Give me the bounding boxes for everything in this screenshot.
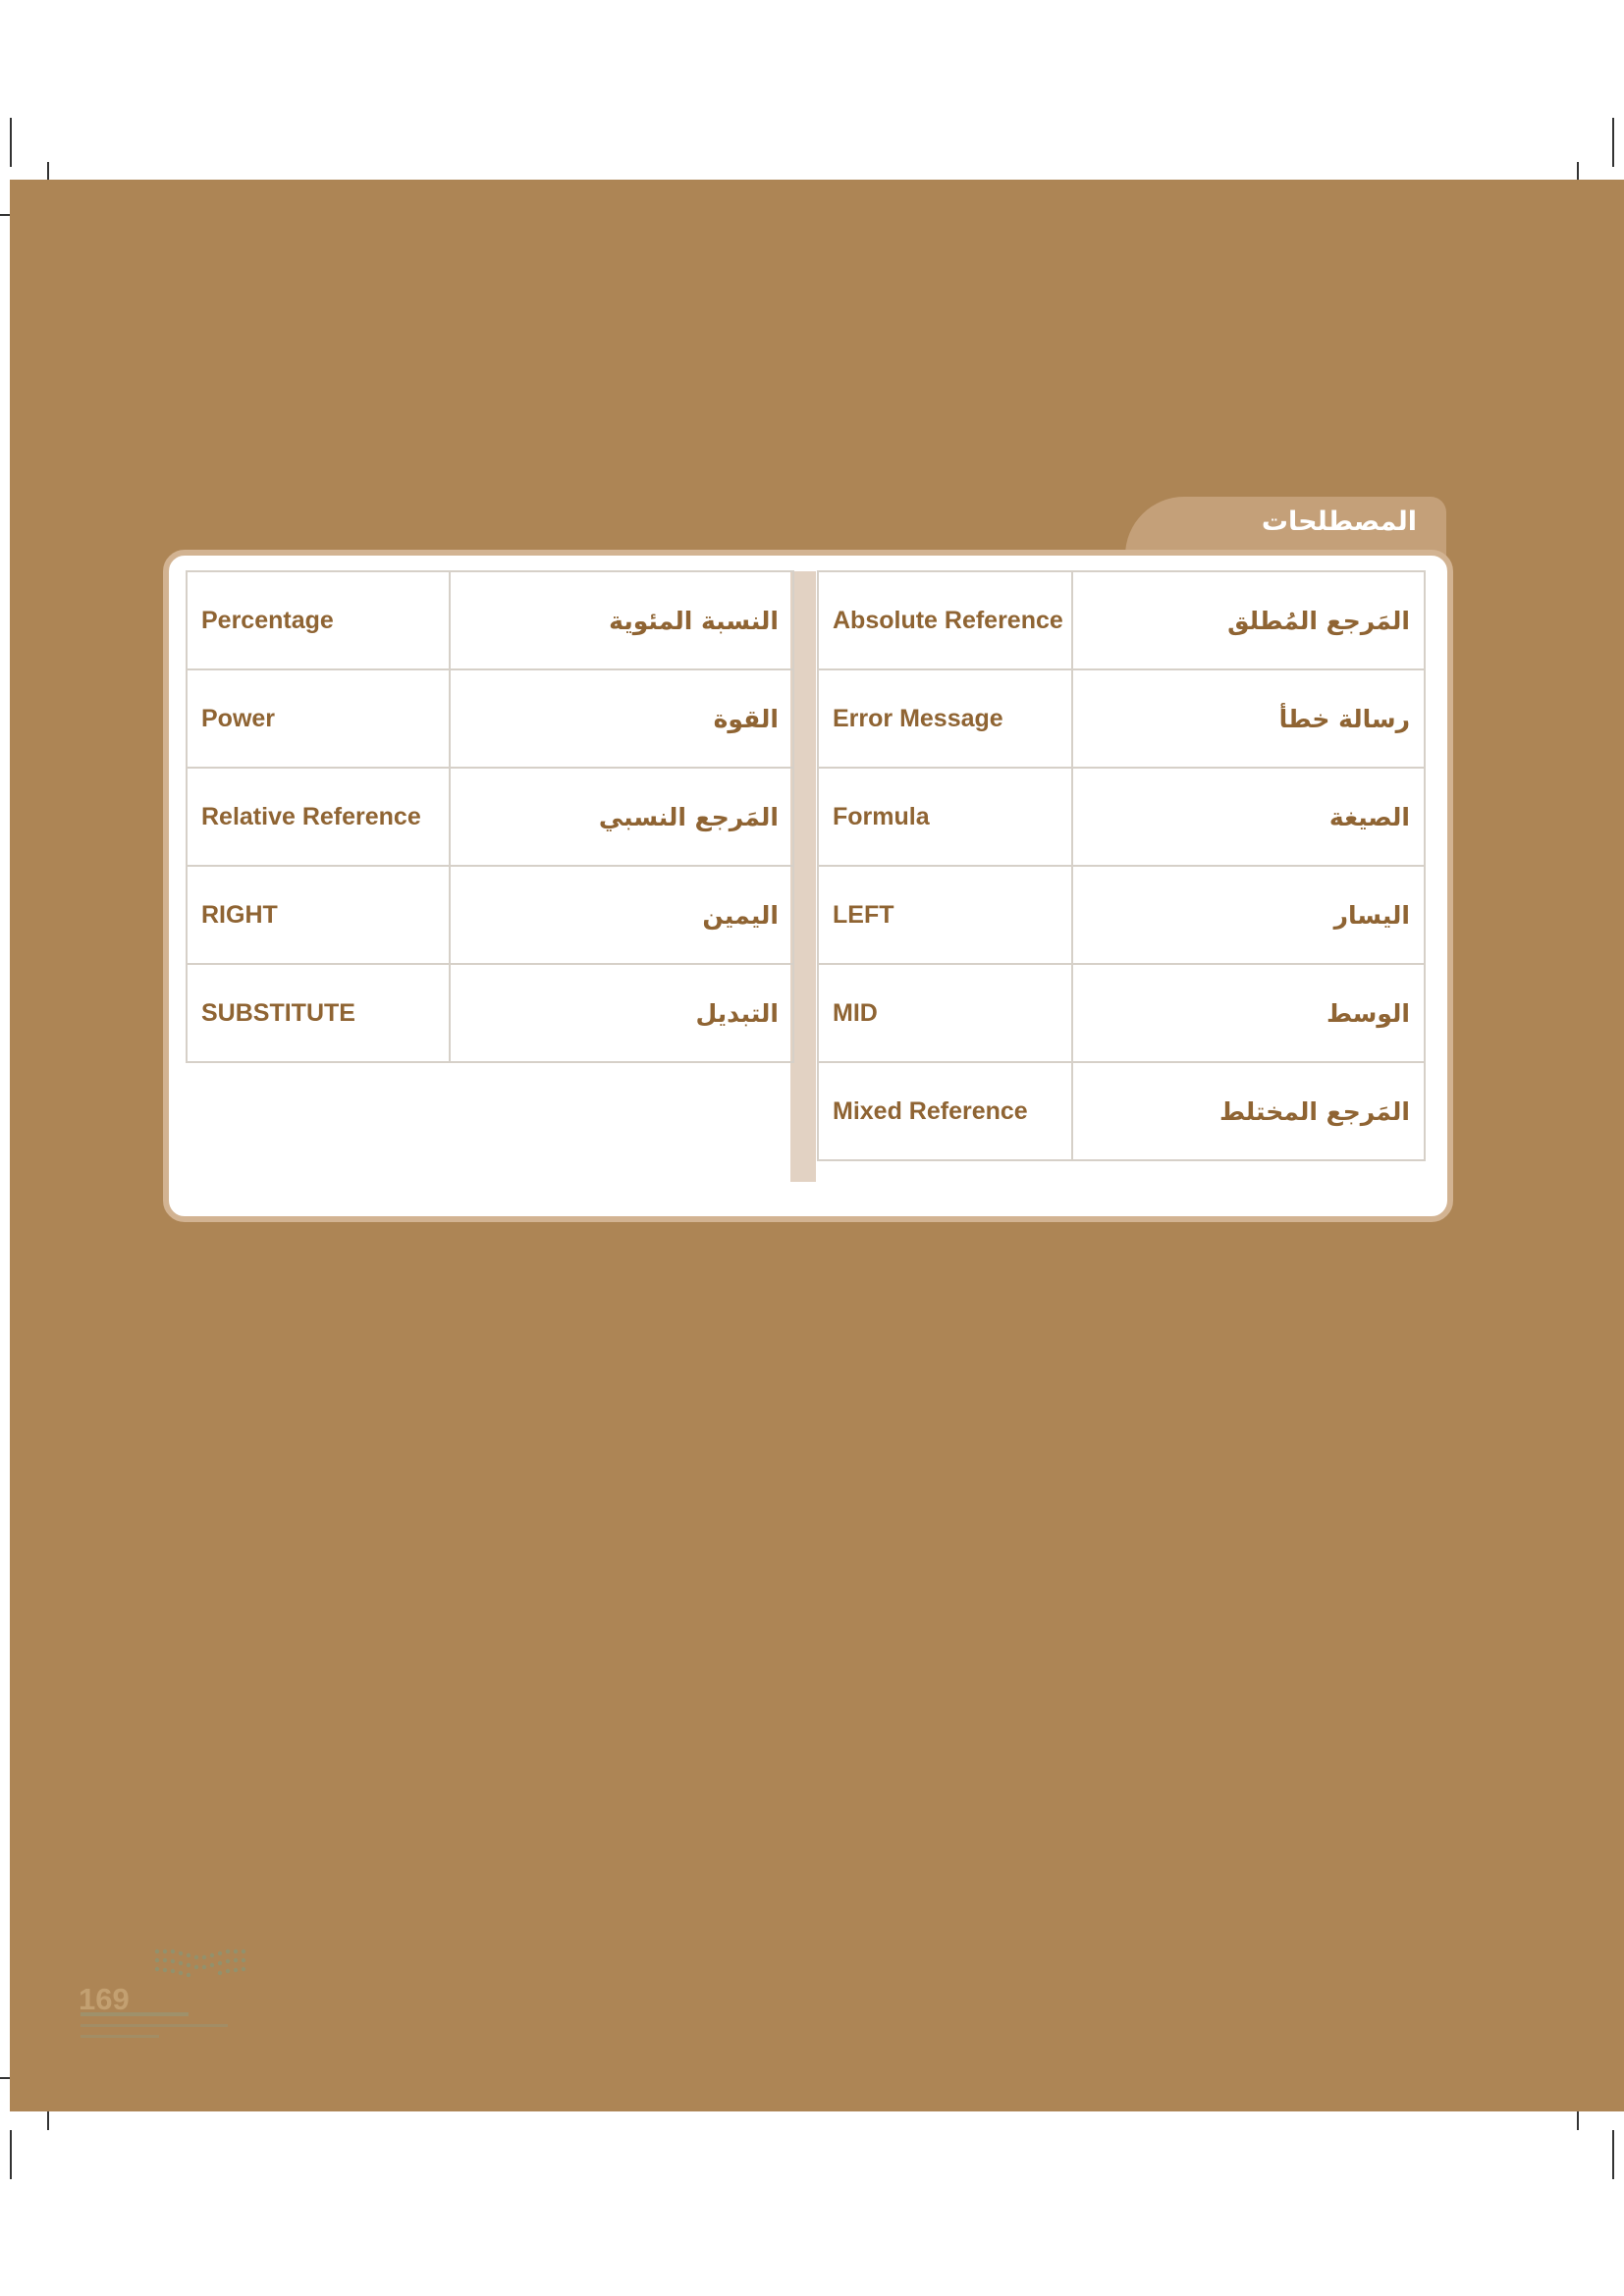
term-arabic: القوة	[450, 669, 793, 768]
term-english: Percentage	[187, 571, 450, 669]
table-row	[187, 669, 793, 768]
term-english: Mixed Reference	[818, 1062, 1072, 1160]
term-arabic: الوسط	[1072, 964, 1425, 1062]
term-english: RIGHT	[187, 866, 450, 964]
term-arabic: اليسار	[1072, 866, 1425, 964]
term-english: Formula	[818, 768, 1072, 866]
glossary-table-left	[186, 570, 794, 1063]
table-row	[187, 866, 793, 964]
term-arabic: التبديل	[450, 964, 793, 1062]
glossary-table-right	[817, 570, 1426, 1161]
term-arabic: الصيغة	[1072, 768, 1425, 866]
table-row	[187, 571, 793, 669]
crop-mark	[1612, 118, 1614, 167]
term-arabic: النسبة المئوية	[450, 571, 793, 669]
term-english: Power	[187, 669, 450, 768]
table-row	[818, 768, 1425, 866]
crop-mark	[10, 2130, 12, 2179]
table-row	[818, 571, 1425, 669]
term-english: MID	[818, 964, 1072, 1062]
term-arabic: المَرجع النسبي	[450, 768, 793, 866]
table-row	[818, 866, 1425, 964]
crop-mark	[10, 118, 12, 167]
table-row	[818, 1062, 1425, 1160]
term-arabic: اليمين	[450, 866, 793, 964]
table-row	[818, 964, 1425, 1062]
term-english: Relative Reference	[187, 768, 450, 866]
page-number: 169	[79, 1982, 130, 2016]
table-row	[187, 768, 793, 866]
table-row	[187, 964, 793, 1062]
term-english: SUBSTITUTE	[187, 964, 450, 1062]
term-english: Error Message	[818, 669, 1072, 768]
glossary-title: المصطلحات	[1261, 507, 1417, 537]
term-english: Absolute Reference	[818, 571, 1072, 669]
term-arabic: المَرجع المُطلق	[1072, 571, 1425, 669]
table-row	[818, 669, 1425, 768]
term-arabic: رسالة خطأ	[1072, 669, 1425, 768]
crop-mark	[1612, 2130, 1614, 2179]
term-english: LEFT	[818, 866, 1072, 964]
term-arabic: المَرجع المختلط	[1072, 1062, 1425, 1160]
